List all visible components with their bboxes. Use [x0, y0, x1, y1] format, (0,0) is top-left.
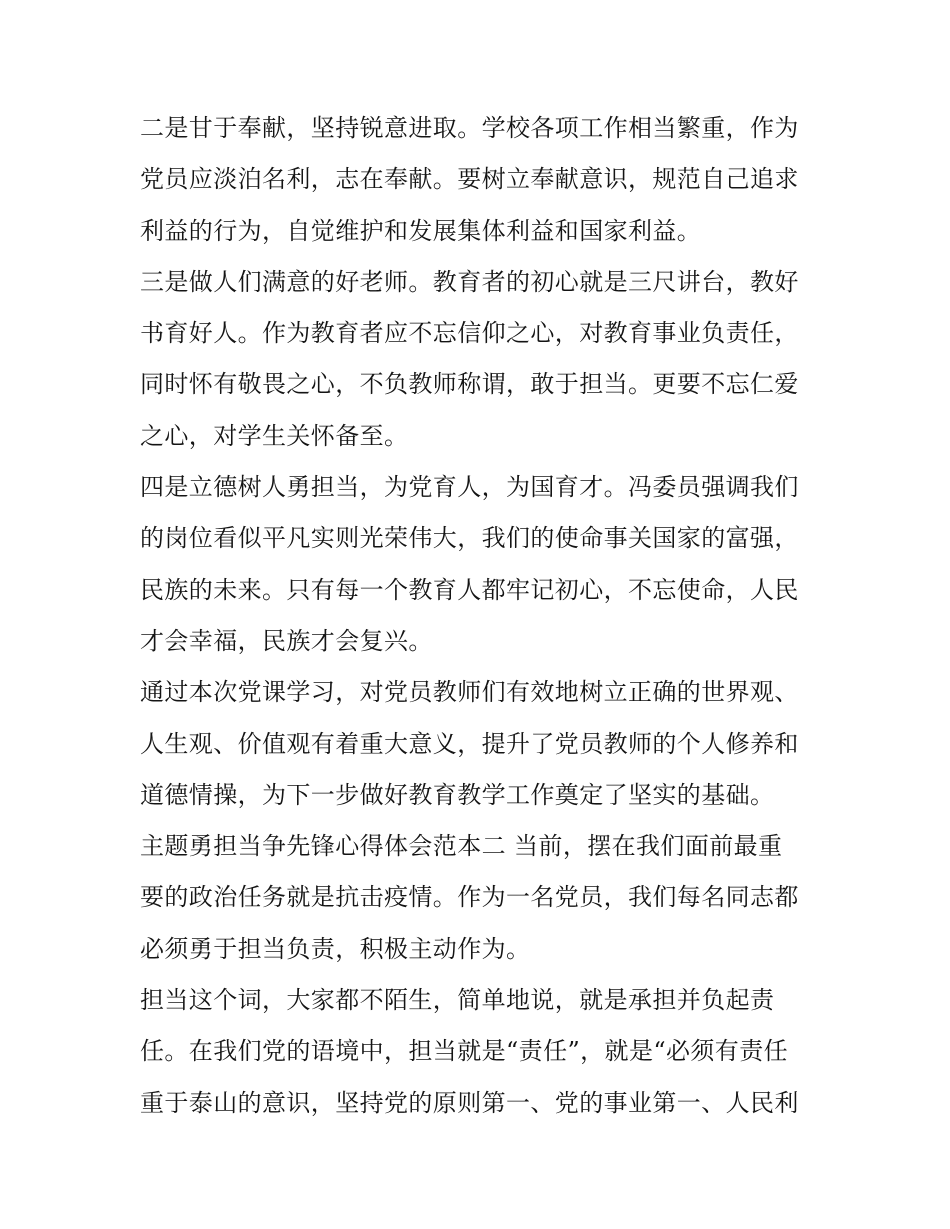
- text-line: 重于泰山的意识，坚持党的原则第一、党的事业第一、人民利: [140, 1088, 799, 1117]
- text-line: 四是立德树人勇担当，为党育人，为国育才。冯委员强调我们: [140, 473, 799, 502]
- text-line: 主题勇担当争先锋心得体会范本二 当前，摆在我们面前最重: [140, 832, 783, 861]
- text-line: 担当这个词，大家都不陌生，简单地说，就是承担并负起责: [140, 986, 775, 1015]
- text-line: 的岗位看似平凡实则光荣伟大，我们的使命事关国家的富强，: [140, 524, 799, 553]
- text-line: 要的政治任务就是抗击疫情。作为一名党员，我们每名同志都: [140, 883, 799, 912]
- text-line: 任。在我们党的语境中，担当就是“责任”，就是“必须有责任: [140, 1037, 789, 1066]
- text-line: 之心，对学生关怀备至。: [140, 421, 409, 450]
- text-line: 道德情操，为下一步做好教育教学工作奠定了坚实的基础。: [140, 780, 775, 809]
- text-line: 二是甘于奉献，坚持锐意进取。学校各项工作相当繁重，作为: [140, 114, 799, 142]
- text-line: 党员应淡泊名利，志在奉献。要树立奉献意识，规范自己追求: [140, 165, 799, 194]
- text-line: 同时怀有敬畏之心，不负教师称谓，敢于担当。更要不忘仁爱: [140, 370, 799, 399]
- text-line: 才会幸福，民族才会复兴。: [140, 626, 433, 655]
- text-line: 民族的未来。只有每一个教育人都牢记初心，不忘使命，人民: [140, 575, 799, 604]
- text-line: 书育好人。作为教育者应不忘信仰之心，对教育事业负责任，: [140, 319, 799, 348]
- text-line: 利益的行为，自觉维护和发展集体利益和国家利益。: [140, 216, 702, 245]
- text-line: 必须勇于担当负责，积极主动作为。: [140, 934, 531, 963]
- text-line: 通过本次党课学习，对党员教师们有效地树立正确的世界观、: [140, 678, 799, 707]
- text-line: 三是做人们满意的好老师。教育者的初心就是三尺讲台，教好: [140, 267, 799, 296]
- body-text: [140, 103, 830, 1129]
- text-line: 人生观、价值观有着重大意义，提升了党员教师的个人修养和: [140, 729, 799, 758]
